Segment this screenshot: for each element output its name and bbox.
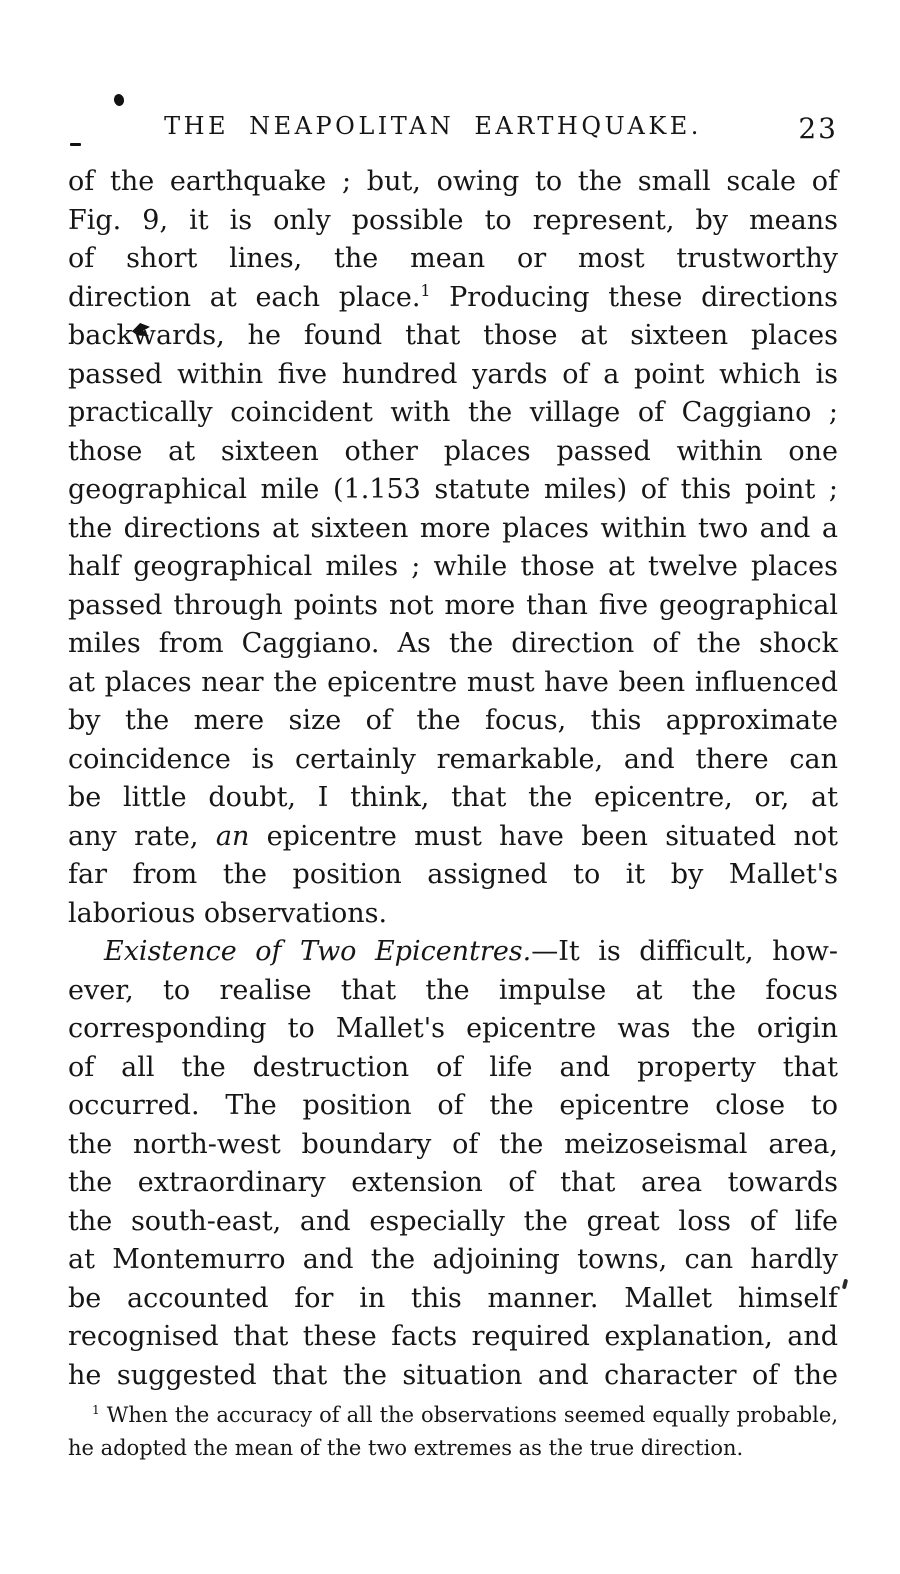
- text-segment: of all the destruction of life and property that: [68, 1051, 838, 1083]
- text-line: [68, 664, 838, 703]
- text-line: [68, 1241, 838, 1280]
- text-line: [68, 1357, 838, 1396]
- text-line: [68, 1203, 838, 1242]
- text-line: [68, 471, 838, 510]
- ink-speck-artifact: [842, 1279, 848, 1290]
- text-line: [68, 1126, 838, 1165]
- text-line: [68, 240, 838, 279]
- text-segment: the south-east, and especially the great loss of life: [68, 1205, 838, 1237]
- text-segment: direction at each place.: [68, 281, 421, 313]
- text-segment: of short lines, the mean or most trustworthy: [68, 243, 838, 274]
- italic-text-segment: Existence of Two Epicentres.: [104, 936, 532, 967]
- text-line: [68, 933, 838, 972]
- text-segment: laborious observations.: [68, 897, 388, 929]
- text-segment: epicentre must have been situated not: [249, 820, 838, 852]
- body-text: [68, 163, 838, 1395]
- text-segment: be accounted for in this manner. Mallet himself: [68, 1282, 838, 1314]
- text-segment: far from the position assigned to it by Mallet's: [68, 859, 838, 890]
- text-line: [68, 779, 838, 818]
- text-line: [68, 1010, 838, 1049]
- text-segment: passed within five hundred yards of a point which is: [68, 358, 838, 390]
- text-segment: backwards, he found that those at sixteen places: [68, 320, 838, 351]
- footnote: [68, 1399, 838, 1465]
- text-line: [68, 818, 838, 857]
- text-segment: half geographical miles ; while those at twelve places: [68, 551, 838, 582]
- text-segment: occurred. The position of the epicentre close to: [68, 1090, 838, 1121]
- text-line: [68, 394, 838, 433]
- text-segment: the directions at sixteen more places within two and a: [68, 512, 838, 544]
- text-line: [68, 1432, 838, 1465]
- text-segment: Fig. 9, it is only possible to represent, by means: [68, 204, 838, 236]
- text-segment: coincidence is certainly remarkable, and there can: [68, 743, 838, 775]
- text-segment: geographical mile (1.153 statute miles) of this point ;: [68, 474, 838, 505]
- text-segment: recognised that these facts required explanation, and: [68, 1321, 838, 1352]
- text-line: [68, 895, 838, 934]
- text-line: [68, 163, 838, 202]
- text-segment: he adopted the mean of the two extremes as the true direction.: [68, 1436, 744, 1460]
- text-segment: corresponding to Mallet's epicentre was the origin: [68, 1013, 838, 1044]
- text-line: [68, 1399, 838, 1432]
- text-line: [68, 1318, 838, 1357]
- text-line: [68, 1049, 838, 1088]
- footnote-marker: 1: [420, 280, 431, 300]
- text-line: [68, 741, 838, 780]
- text-line: [68, 1087, 838, 1126]
- text-line: [68, 548, 838, 587]
- text-segment: any rate,: [68, 820, 216, 852]
- text-segment: ever, to realise that the impulse at the focus: [68, 974, 838, 1006]
- text-segment: by the mere size of the focus, this approximate: [68, 705, 838, 736]
- text-line: [68, 702, 838, 741]
- text-line: [68, 279, 838, 318]
- italic-text-segment: an: [215, 820, 250, 852]
- text-line: [68, 510, 838, 549]
- text-segment: miles from Caggiano. As the direction of the shock: [68, 628, 838, 659]
- text-line: [68, 433, 838, 472]
- text-line: [68, 587, 838, 626]
- text-segment: passed through points not more than five geographical: [68, 589, 838, 621]
- footnote-marker: 1: [92, 1403, 100, 1417]
- text-line: [68, 625, 838, 664]
- text-segment: at places near the epicentre must have been influenced: [68, 666, 838, 698]
- text-segment: be little doubt, I think, that the epicentre, or, at: [68, 782, 838, 813]
- text-line: [68, 317, 838, 356]
- text-segment: at Montemurro and the adjoining towns, can hardly: [68, 1244, 838, 1275]
- text-segment: he suggested that the situation and character of the: [68, 1359, 838, 1391]
- text-line: [68, 1164, 838, 1203]
- text-line: [68, 202, 838, 241]
- page-header: [68, 106, 838, 154]
- text-line: [68, 856, 838, 895]
- text-segment: Producing these directions: [430, 281, 838, 313]
- text-segment: practically coincident with the village of Caggiano ;: [68, 397, 838, 428]
- text-segment: —It is difficult, how-: [531, 936, 838, 967]
- text-segment: When the accuracy of all the observations seemed equally probable,: [99, 1403, 838, 1427]
- text-segment: those at sixteen other places passed within one: [68, 435, 838, 467]
- ink-spot-artifact: [113, 93, 125, 107]
- text-line: [68, 356, 838, 395]
- text-segment: of the earthquake ; but, owing to the small scale of: [68, 166, 838, 197]
- text-line: [68, 972, 838, 1011]
- running-title: THE NEAPOLITAN EARTHQUAKE.: [164, 112, 702, 140]
- text-segment: the extraordinary extension of that area towards: [68, 1167, 838, 1198]
- page-number: 23: [798, 112, 838, 145]
- text-segment: the north-west boundary of the meizoseismal area,: [68, 1128, 838, 1160]
- text-line: [68, 1280, 838, 1319]
